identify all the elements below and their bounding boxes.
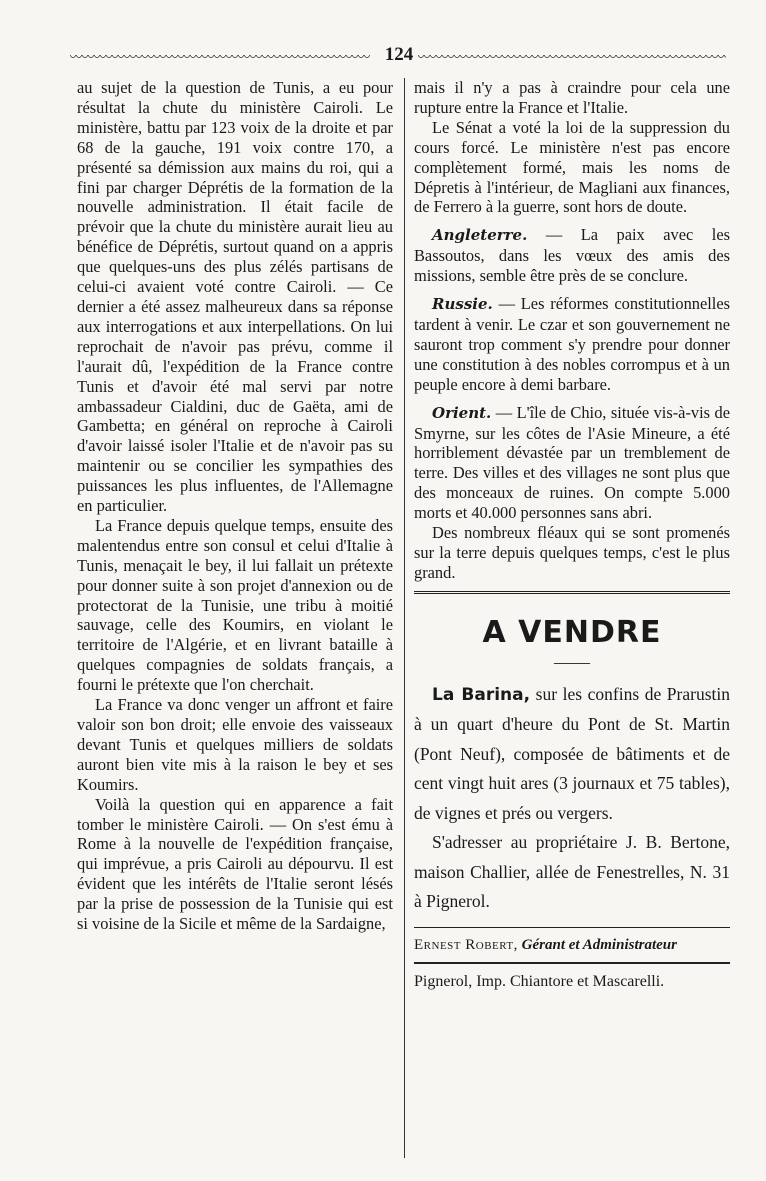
credits-rule: [414, 927, 730, 928]
angleterre-heading: Angleterre.: [432, 226, 528, 245]
left-column: [77, 78, 393, 934]
ad-contact: S'adresser au propriétaire J. B. Bertone, maison Challier, allée de Fenestrelles, N. 31 à Pignerol.: [414, 832, 730, 912]
left-paragraph-4: Voilà la question qui en apparence a fait tomber le ministère Cairoli. — On s'est ému à Rome à la nouvelle de l'expédition française, qui imprévue, a pris Cairoli au dépourvu. Il est évident que les intérêts de l'Italie seront lésés par la prise de possession de la Tunisie qui est si voisine de la Sicile et même de la Sardaigne,: [77, 794, 393, 934]
right-column: [414, 78, 730, 992]
angleterre-text: — La paix avec les Bassoutos, dans les vœux des amis des missions, semble être près de se conclure.: [414, 225, 730, 286]
left-paragraph-2: La France depuis quelque temps, ensuite des malentendus entre son consul et celui d'Italie à Tunis, menaçait le bey, il lui fallait un prétexte pour donner suite à son projet d'annexion ou de protectorat de la Tunisie, une tribu à moitié sauvage, celle des Koumirs, en violant le territoire de l'Algérie, et en livrant bataille à quelques compagnies de soldats français, a fourni le prétexte que l'on cherchait.: [77, 515, 393, 695]
manager-name: Ernest Robert,: [414, 936, 518, 953]
russie-section: [414, 294, 730, 395]
section-separator: [414, 591, 730, 594]
orient-section: [414, 403, 730, 523]
page-header: [70, 42, 726, 72]
russie-text: — Les réformes constitutionnelles tardent à venir. Le czar et son gouvernement ne sauront trop comment s'y prendre pour donner une constitution à des nobles corrompus et à un peuple encore à demi barbare.: [414, 294, 730, 394]
column-divider: [404, 78, 405, 1158]
ad-description-text: sur les confins de Prarustin à un quart d'heure du Pont de St. Martin (Pont Neuf), composée de bâtiments et de cent vingt huit ares (3 journaux et 75 tables), de vignes et prés ou vergers.: [414, 683, 730, 823]
right-paragraph-1: mais il n'y a pas à craindre pour cela une rupture entre la France et l'Italie.: [414, 78, 730, 117]
manager-role: Gérant et Administrateur: [517, 936, 677, 953]
angleterre-section: [414, 225, 730, 286]
russie-heading: Russie.: [432, 295, 493, 314]
header-ornament-right: [418, 55, 726, 61]
left-paragraph-1: au sujet de la question de Tunis, a eu pour résultat la chute du ministère Cairoli. Le ministère, battu par 123 voix de la droite et par 68 de la gauche, 191 voix contre 170, a présenté sa démission aux mains du roi, qui a fini par charger Déprétis de la formation de la nouvelle administration. Il était facile de prévoir que la chute du ministère aurait lieu au bénéfice de Déprétis, surtout quand on a appris que quelques-uns des plus zélés partisans de celui-ci avaient voté contre Cairoli. — Ce dernier a été assez malheureux dans sa réponse aux interrogations et aux interpellations. On lui reprochait de n'avoir pas prévu, comme il l'aurait dû, l'expédition de la France contre Tunis et d'avoir été mal servi par notre ambassadeur Cialdini, duc de Gaëta, ami de Gambetta; en général on reproche à Cairoli d'avoir laissé isoler l'Italie et de n'avoir pas su maintenir ou se concilier les sympathies des puissances les plus influentes, de l'Allemagne en particulier.: [77, 78, 393, 516]
printer-line: Pignerol, Imp. Chiantore et Mascarelli.: [414, 972, 665, 990]
ad-title: A VENDRE: [482, 614, 662, 650]
orient-text: — L'île de Chio, située vis-à-vis de Smyrne, sur les côtes de l'Asie Mineure, a été horriblement dévastée par un tremblement de terre. Des villes et des villages ne sont plus que des monceaux de ruines. On compte 5.000 morts et 40.000 personnes sans abri.: [414, 402, 730, 523]
header-ornament-left: [70, 55, 370, 61]
left-paragraph-3: La France va donc venger un affront et faire valoir son bon droit; elle envoie des vaisseaux devant Tunis et quelques milliers de soldats auront bien vite mis à la raison le bey et ses Koumirs.: [77, 695, 393, 794]
ad-property-name: La Barina,: [432, 684, 531, 705]
right-paragraph-2: Le Sénat a voté la loi de la suppression du cours forcé. Le ministère n'est pas encore complètement formé, mais les noms de Dépretis à l'intérieur, de Magliani aux finances, de Ferrero à la guerre, sont hors de doute.: [414, 117, 730, 217]
printer-rule: [414, 962, 730, 964]
ad-dash: ——: [554, 651, 590, 672]
ad-description: [414, 680, 730, 829]
orient-heading: Orient.: [432, 403, 492, 422]
advertisement: [414, 616, 730, 917]
page-number: 124: [384, 44, 414, 65]
credits-line: [414, 934, 730, 956]
right-paragraph-last: Des nombreux fléaux qui se sont promenés sur la terre depuis quelques temps, c'est le plus grand.: [414, 523, 730, 582]
